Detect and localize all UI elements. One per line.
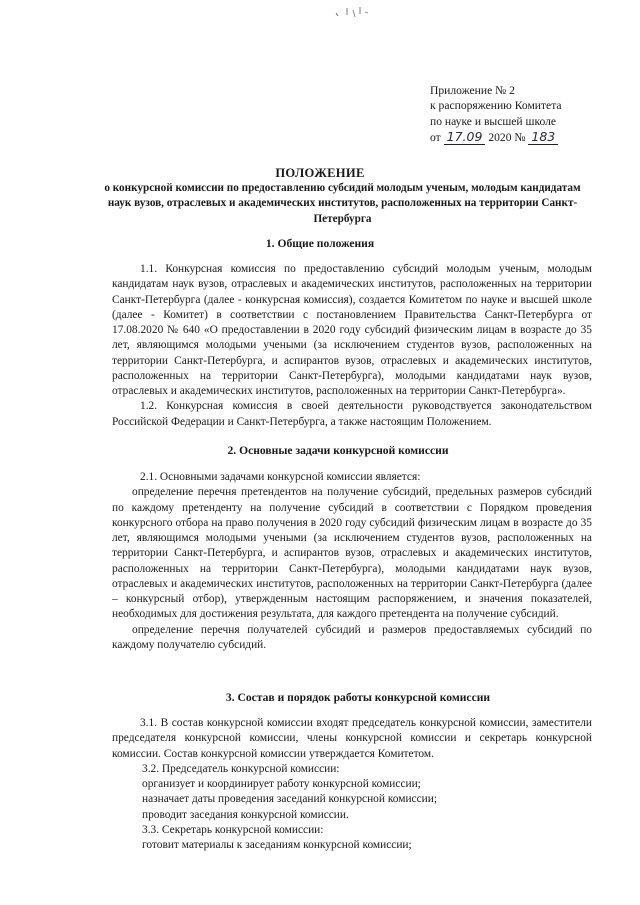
appendix-date-line — [430, 129, 600, 145]
paragraph-3-2-a: организует и координирует работу конкурсной комиссии; — [142, 778, 421, 790]
date-prefix: от — [430, 130, 441, 144]
paragraph-1-2: 1.2. Конкурсная комиссия в своей деятельности руководствуется законодательством Российской Федерации и Санкт-Петербурга, а также настоящим Положением. — [112, 400, 592, 428]
section-3-body — [112, 716, 592, 853]
section-3-heading: 3. Состав и порядок работы конкурсной комиссии — [225, 691, 491, 704]
appendix-committee-line: по науке и высшей школе — [430, 114, 557, 128]
paragraph-1-1: 1.1. Конкурсная комиссия по предоставлению субсидий молодым ученым, молодым кандидатам наук вузов, отраслевых и академических институтов, расположенных на территории Санкт-Петербурга (далее - конкурсная комиссия), создается Комитетом по науке и высшей школе (далее - Комитет) в соответствии с постановлением Правительства Санкт-Петербурга от 17.08.2020 № 640 «О предоставлении в 2020 году субсидий физическим лицам в возрасте до 35 лет, являющимся молодыми учеными (за исключением студентов вузов, расположенных на территории Санкт-Петербурга, и аспирантов вузов, отраслевых и академических институтов, расположенных на территории Санкт-Петербурга), молодыми кандидатами наук вузов, отраслевых и академических институтов, расположенных на территории Санкт-Петербурга». — [112, 263, 592, 397]
document-title: ПОЛОЖЕНИЕ — [275, 166, 365, 180]
appendix-order-line: к распоряжению Комитета — [430, 99, 562, 113]
date-year: 2020 № — [488, 130, 526, 144]
paragraph-2-1: 2.1. Основными задачами конкурсной комиссии является: — [140, 471, 421, 483]
paragraph-2-tasks-a: определение перечня претендентов на получение субсидий, предельных размеров субсидий по каждому претенденту на получение субсидий в соответствии с Порядком проведения конкурсного отбора на право получения в 2020 году субсидий физическим лицам в возрасте до 35 лет, являющимся молодыми учеными (за исключением студентов вузов, расположенных на территории Санкт-Петербурга, и аспирантов вузов, отраслевых и академических институтов, расположенных на территории Санкт-Петербурга), молодыми кандидатами наук вузов, отраслевых и академических институтов, расположенных на территории Санкт-Петербурга (далее – конкурсный отбор), утвержденным настоящим распоряжением, и значения показателей, необходимых для достижения результата, для каждого претендента на получение субсидий. — [112, 486, 592, 621]
appendix-block — [430, 83, 600, 145]
paragraph-3-2-b: назначает даты проведения заседаний конкурсной комиссии; — [142, 793, 438, 806]
paragraph-3-2: 3.2. Председатель конкурсной комиссии: — [142, 762, 340, 775]
paragraph-3-2-c: проводит заседания конкурсной комиссии. — [142, 808, 349, 821]
section-2-heading: 2. Основные задачи конкурсной комиссии — [227, 444, 449, 457]
section-1-heading: 1. Общие положения — [265, 237, 375, 250]
paragraph-3-3: 3.3. Секретарь конкурсной комиссии: — [142, 823, 324, 836]
section-2-body — [112, 470, 592, 653]
paragraph-3-1: 3.1. В состав конкурсной комиссии входят председатель конкурсной комиссии, заместители председателя конкурсной комиссии, члены конкурсной комиссии и секретарь конкурсной комиссии. Состав конкурсной комиссии утверждается Комитетом. — [112, 717, 592, 760]
paragraph-3-3-a: готовит материалы к заседаниям конкурсной комиссии; — [142, 839, 412, 851]
scan-artifact-mark — [333, 4, 373, 20]
document-subtitle: о конкурсной комиссии по предоставлению субсидий молодым ученым, молодым кандидатам наук вузов, отраслевых и академических институтов, расположенных на территории Санкт-Петербурга — [104, 182, 581, 225]
appendix-title: Приложение № 2 — [430, 84, 515, 97]
section-1-body — [112, 262, 592, 430]
handwritten-number: 183 — [528, 129, 558, 145]
handwritten-date: 17.09 — [444, 129, 486, 145]
paragraph-2-tasks-b: определение перечня получателей субсидий и размеров предоставляемых субсидий по каждому получателю субсидий. — [112, 623, 592, 651]
